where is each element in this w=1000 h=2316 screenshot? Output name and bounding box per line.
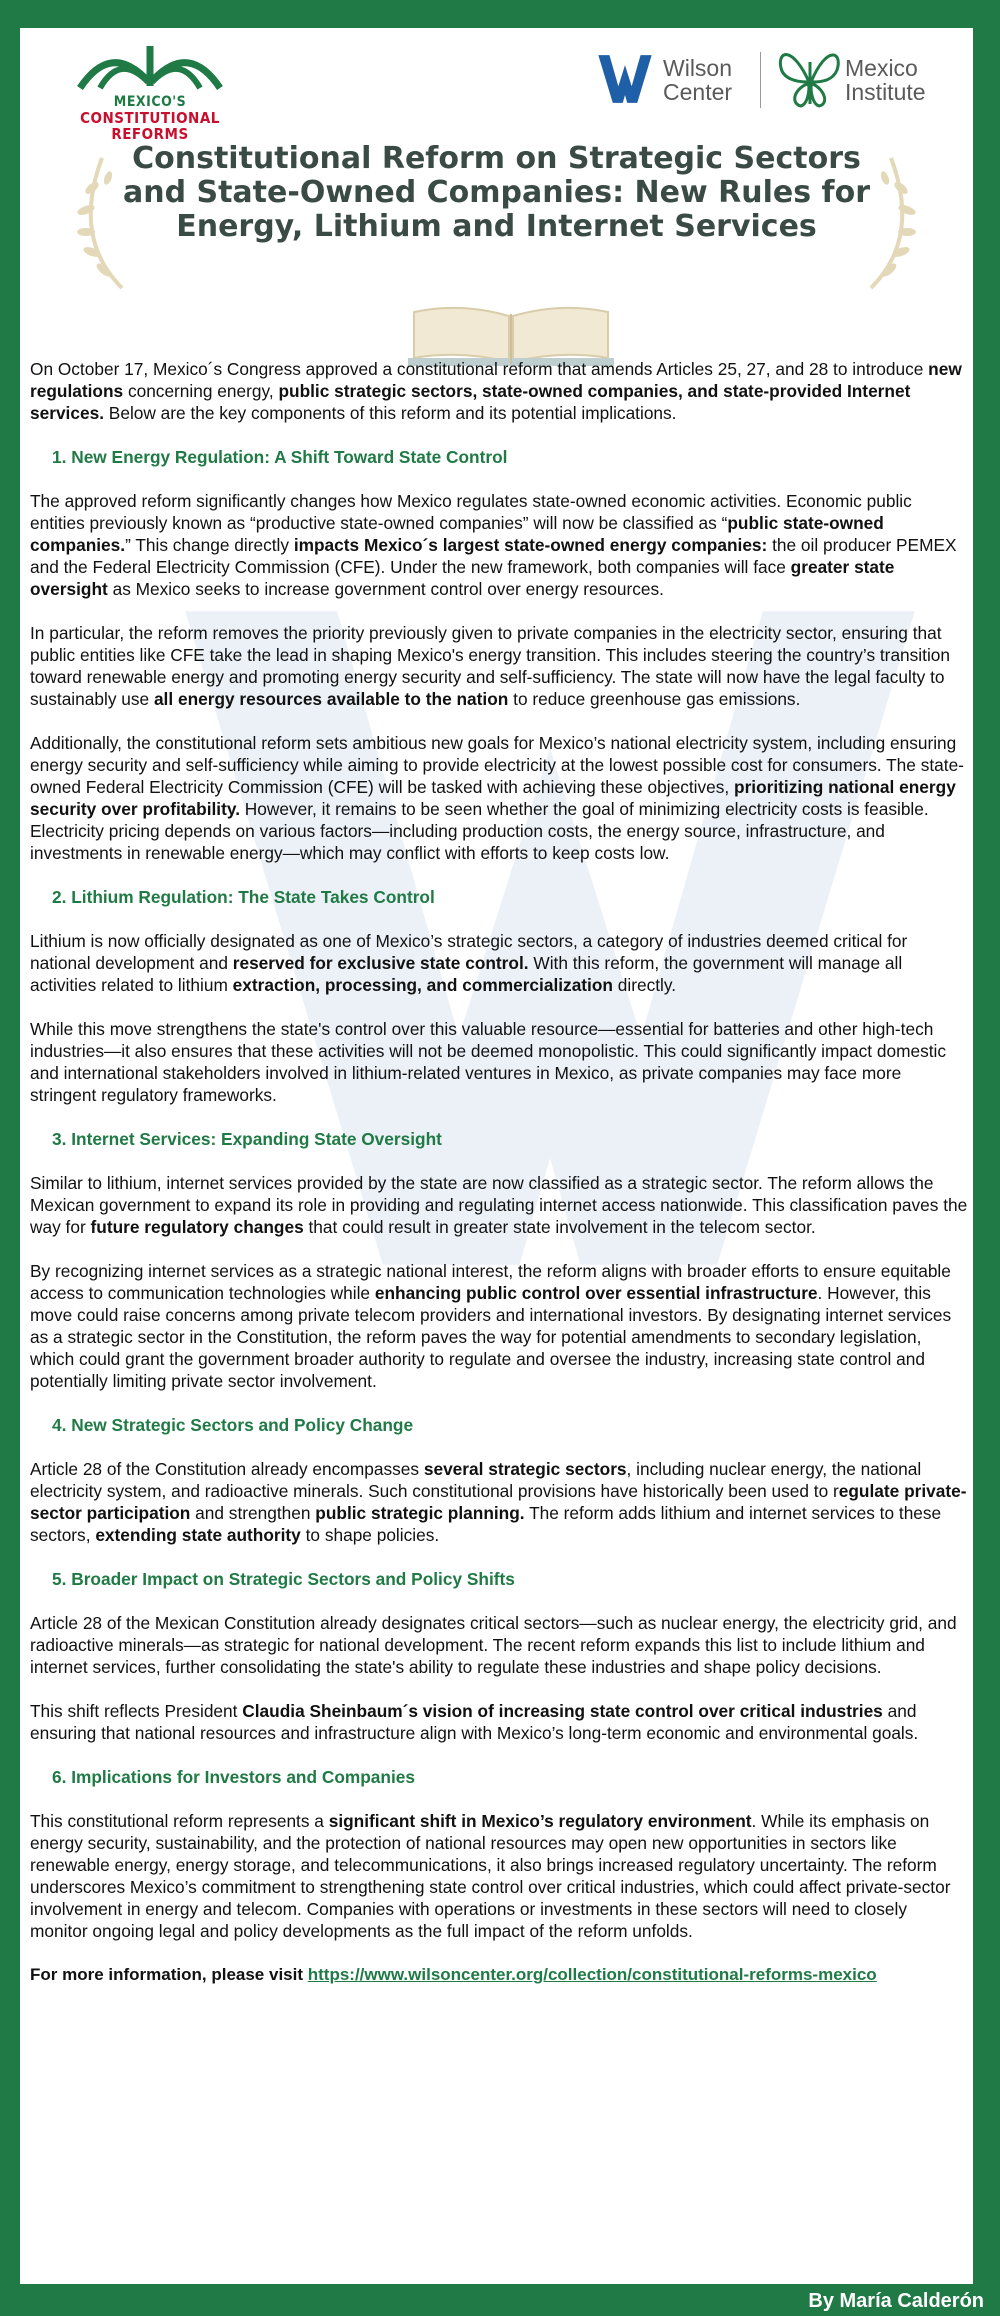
s2-paragraph-1	[30, 930, 968, 996]
s2-paragraph-2: While this move strengthens the state's control over this valuable resource—essential for batteries and other high-tech industries—it also ensures that these activities will not be deemed monopolistic. This could significantly impact domestic and international stakeholders involved in lithium-related ventures in Mexico, as private companies may face more stringent regulatory frameworks.	[30, 1019, 947, 1105]
left-logo-line1: MEXICO'S	[113, 94, 187, 110]
s4p1-bold-4: extending state authority	[95, 1525, 301, 1545]
s1-paragraph-2	[30, 622, 968, 710]
s4p1-text-4: The reform adds lithium and internet services to these sectors,	[30, 1503, 942, 1545]
intro-bold-1: new regulations	[30, 359, 962, 401]
s1p2-bold-1: all energy resources available to the nation	[153, 689, 509, 709]
title-block	[20, 138, 973, 358]
s3p1-text-2: that could result in greater state involvement in the telecom sector.	[303, 1217, 816, 1237]
page-title: Constitutional Reform on Strategic Sectors and State-Owned Companies: New Rules for Energy, Lithium and Internet Services	[122, 141, 871, 244]
butterfly-icon	[773, 42, 845, 112]
header	[20, 28, 973, 143]
s3p2-text-2: . However, this move could raise concerns among private telecom providers and international investors. By designating internet services as a strategic sector in the Constitution, the reform paves the way for potential amendments to secondary legislation, which could grant the government broader authority to regulate and oversee the industry, increasing state control and potentially limiting private sector involvement.	[30, 1283, 952, 1391]
s1p1-text-4: as Mexico seeks to increase government control over energy resources.	[107, 579, 664, 599]
s1p2-text-2: to reduce greenhouse gas emissions.	[508, 689, 801, 709]
section-5-heading: 5. Broader Impact on Strategic Sectors and Policy Shifts	[52, 1569, 515, 1589]
more-info-line	[30, 1964, 968, 1986]
s5-paragraph-1: Article 28 of the Mexican Constitution already designates critical sectors—such as nuclear energy, the electricity grid, and radioactive minerals—as strategic for national development. The recent reform expands this list to include lithium and internet services, further consolidating the state's ability to regulate these industries and shape policy decisions.	[30, 1613, 957, 1677]
wilson-center-mexico-institute-logo	[595, 46, 955, 116]
intro-bold-2: public strategic sectors, state-owned companies, and state-provided Internet services.	[30, 381, 911, 423]
fan-leaves-icon	[40, 38, 260, 98]
wilson-w-logo-icon	[597, 54, 653, 104]
s3p2-bold-1: enhancing public control over essential infrastructure	[374, 1283, 818, 1303]
article-body	[20, 358, 973, 1986]
mexico-line1: Mexico	[845, 55, 918, 81]
s2p1-bold-1: reserved for exclusive state control.	[232, 953, 529, 973]
left-logo-line2: CONSTITUTIONAL REFORMS	[80, 109, 220, 143]
s4p1-text-3: and strengthen	[190, 1503, 316, 1523]
s4p1-text-1: Article 28 of the Constitution already encompasses	[30, 1459, 424, 1479]
document-sheet	[20, 28, 973, 2284]
section-1-heading: 1. New Energy Regulation: A Shift Toward State Control	[52, 447, 508, 467]
author-byline: By María Calderón	[808, 2290, 984, 2312]
more-info-label: For more information, please visit	[30, 1965, 308, 1984]
intro-text-1: On October 17, Mexico´s Congress approved a constitutional reform that amends Articles 25, 27, and 28 to introduce	[30, 359, 929, 379]
s3-paragraph-1	[30, 1172, 968, 1238]
s1p1-text-1: The approved reform significantly changes how Mexico regulates state-owned economic activities. Economic public entities previously known as “productive state-owned companies” will now be classified as “	[30, 491, 912, 533]
s6p1-text-2: . While its emphasis on energy security, sustainability, and the protection of national resources may open new opportunities in sectors like renewable energy, energy storage, and telecommunications, it also brings increased regulatory uncertainty. The reform underscores Mexico’s commitment to strengthening state control over critical industries, which could affect private-sector involvement in energy and telecom. Companies with operations or investments in these sectors will need to closely monitor ongoing legal and policy developments as the full impact of the reform unfolds.	[30, 1811, 951, 1941]
mexico-institute-text	[845, 56, 926, 104]
s1p3-bold-1: prioritizing national energy security over profitability.	[30, 777, 956, 819]
s1-paragraph-1	[30, 490, 968, 600]
wilson-line1: Wilson	[663, 55, 733, 81]
s4-paragraph-1	[30, 1458, 968, 1546]
s6-paragraph-1	[30, 1810, 968, 1942]
wilson-center-link[interactable]: https://www.wilsoncenter.org/collection/constitutional-reforms-mexico	[307, 1965, 877, 1984]
s6p1-text-1: This constitutional reform represents a	[30, 1811, 329, 1831]
s4p1-text-2: , including nuclear energy, the national electricity system, and radioactive minerals. Such constitutional provisions have historically been used to r	[30, 1459, 922, 1501]
s1p1-bold-3: greater state oversight	[30, 557, 895, 599]
intro-text-2: concerning energy,	[123, 381, 279, 401]
intro-text-3: Below are the key components of this reform and its potential implications.	[104, 403, 677, 423]
section-3-heading: 3. Internet Services: Expanding State Oversight	[52, 1129, 442, 1149]
section-4-heading: 4. New Strategic Sectors and Policy Change	[52, 1415, 414, 1435]
s6p1-bold-1: significant shift in Mexico’s regulatory environment	[328, 1811, 752, 1831]
s2p1-text-3: directly.	[612, 975, 677, 995]
s1p1-text-3: the oil producer PEMEX and the Federal Electricity Commission (CFE). Under the new framework, both companies will face	[30, 535, 957, 577]
intro-paragraph	[30, 358, 968, 424]
s1p1-bold-2: impacts Mexico´s largest state-owned energy companies:	[293, 535, 768, 555]
s4p1-text-5: to shape policies.	[300, 1525, 440, 1545]
s5p2-text-2: and ensuring that national resources and infrastructure align with Mexico’s long-term economic and environmental goals.	[30, 1701, 919, 1743]
s3-paragraph-2	[30, 1260, 968, 1392]
s3p2-text-1: By recognizing internet services as a strategic national interest, the reform aligns with broader efforts to ensure equitable access to communication technologies while	[30, 1261, 951, 1303]
wilson-center-text	[663, 56, 732, 104]
s1p3-text-2: However, it remains to be seen whether the goal of minimizing electricity costs is feasible. Electricity pricing depends on various factors—including production costs, the energy source, infrastructure, and investments in renewable energy—which may conflict with efforts to keep costs low.	[30, 799, 929, 863]
mexico-line2: Institute	[845, 79, 926, 105]
section-2-heading: 2. Lithium Regulation: The State Takes Control	[52, 887, 435, 907]
s1p3-text-1: Additionally, the constitutional reform sets ambitious new goals for Mexico’s national electricity system, including ensuring energy security and self-sufficiency while aiming to provide electricity at the lowest possible cost for consumers. The state-owned Federal Electricity Commission (CFE) will be tasked with achieving these objectives,	[30, 733, 964, 797]
s4p1-bold-1: several strategic sectors	[423, 1459, 627, 1479]
s5p2-bold-1: Claudia Sheinbaum´s vision of increasing state control over critical industries	[242, 1701, 883, 1721]
s3p1-text-1: Similar to lithium, internet services provided by the state are now classified as a strategic sector. The reform allows the Mexican government to expand its role in providing and regulating internet access nationwide. This classification paves the way for	[30, 1173, 968, 1237]
section-6-heading: 6. Implications for Investors and Companies	[52, 1767, 415, 1787]
s4p1-bold-3: public strategic planning.	[315, 1503, 525, 1523]
s1p1-bold-1: public state-owned companies.	[30, 513, 884, 555]
s5-paragraph-2	[30, 1700, 968, 1744]
s5p2-text-1: This shift reflects President	[30, 1701, 243, 1721]
s3p1-bold-1: future regulatory changes	[90, 1217, 304, 1237]
s2p1-text-2: With this reform, the government will manage all activities related to lithium	[30, 953, 903, 995]
s1-paragraph-3	[30, 732, 968, 864]
s2p1-bold-2: extraction, processing, and commercialization	[232, 975, 613, 995]
mexicos-constitutional-reforms-logo	[40, 38, 260, 143]
s2p1-text-1: Lithium is now officially designated as one of Mexico’s strategic sectors, a category of industries deemed critical for national development and	[30, 931, 908, 973]
s1p1-text-2: ” This change directly	[125, 535, 294, 555]
s4p1-bold-2: egulate private-sector participation	[30, 1481, 967, 1523]
wilson-line2: Center	[663, 79, 733, 105]
logo-divider	[760, 52, 761, 108]
left-logo-text	[40, 94, 260, 142]
s1p2-text-1: In particular, the reform removes the priority previously given to private companies in the electricity sector, ensuring that public entities like CFE take the lead in shaping Mexico's energy transition. This includes steering the country’s transition toward renewable energy and promoting energy security and self-sufficiency. The state will now have the legal faculty to sustainably use	[30, 623, 951, 709]
